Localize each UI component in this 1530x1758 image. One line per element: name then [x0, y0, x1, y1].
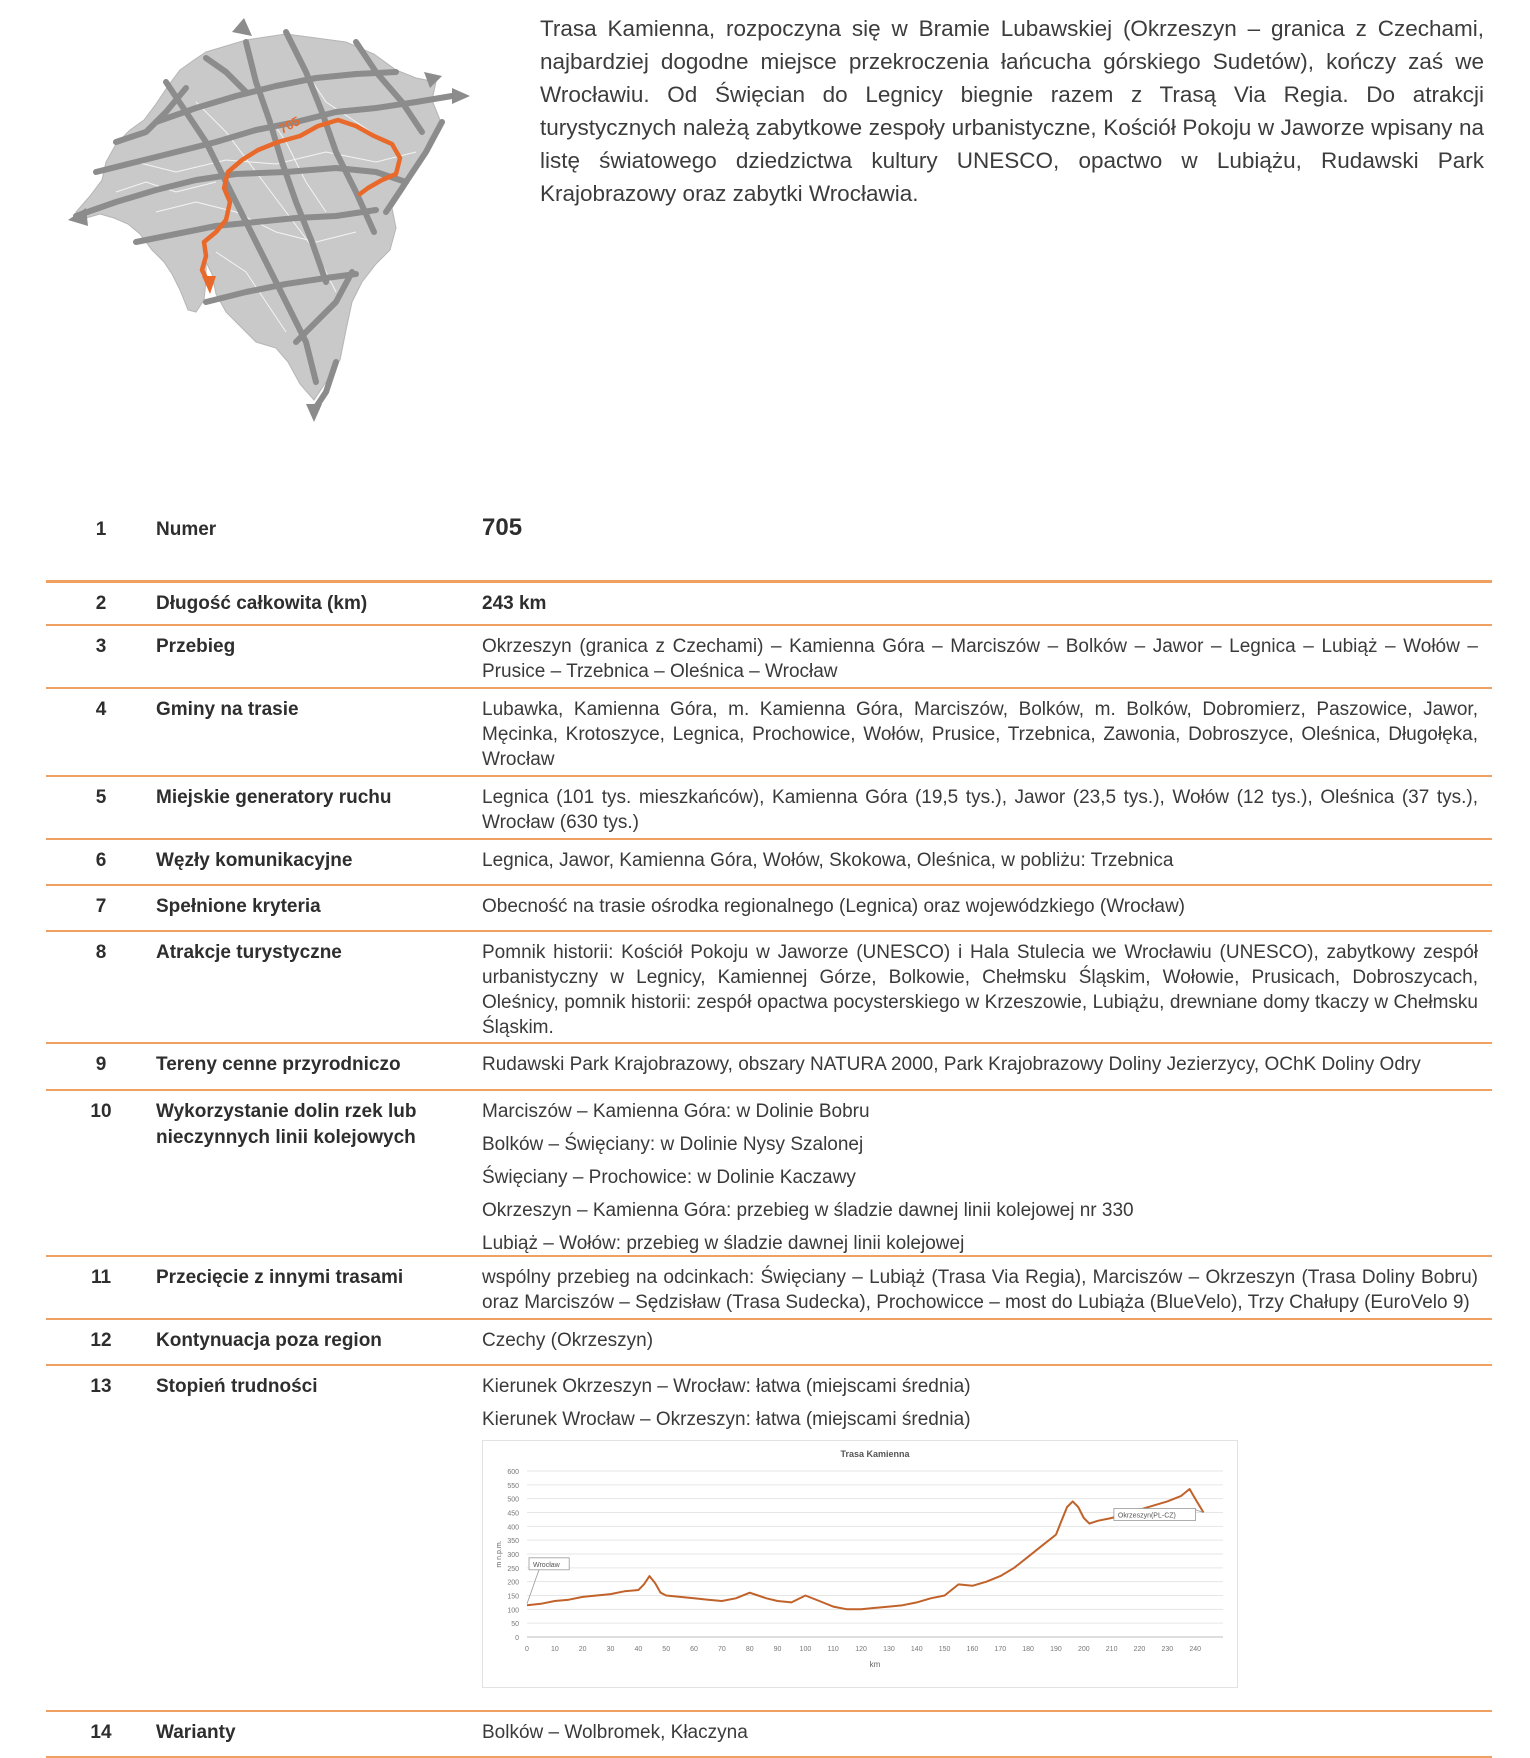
table-row	[46, 583, 1492, 626]
x-tick-label: 220	[1133, 1646, 1146, 1653]
row-value-line: Lubiąż – Wołów: przebieg w śladzie dawnej linii kolejowej	[482, 1233, 965, 1254]
row-label: Stopień trudności	[156, 1376, 318, 1397]
x-tick-label: 120	[855, 1646, 867, 1653]
row-label: Warianty	[156, 1722, 236, 1743]
row-value: Czechy (Okrzeszyn)	[482, 1330, 654, 1351]
row-number: 6	[95, 850, 107, 871]
row-value: 705	[482, 514, 523, 541]
row-value: Legnica (101 tys. mieszkańców), Kamienna Góra (19,5 tys.), Jawor (23,5 tys.), Wołów (12 tys.), Oleśnica (37 tys.), Wrocław (630 tys.)	[482, 787, 1478, 833]
x-tick-label: 60	[690, 1646, 698, 1653]
chart-title: Trasa Kamienna	[840, 1449, 910, 1459]
row-value-line: Kierunek Okrzeszyn – Wrocław: łatwa (miejscami średnia)	[482, 1376, 971, 1397]
x-tick-label: 190	[1050, 1646, 1062, 1653]
row-value-line: Kierunek Wrocław – Okrzeszyn: łatwa (miejscami średnia)	[482, 1409, 971, 1430]
row-value: wspólny przebieg na odcinkach: Święciany – Lubiąż (Trasa Via Regia), Marciszów – Okrzeszyn (Trasa Doliny Bobru) oraz Marciszów – Sędzisław (Trasa Sudecka), Prochowicce – most do Lubiąża (BlueVelo), Trzy Chałupy (EuroVelo 9)	[482, 1267, 1478, 1313]
row-value-line: Bolków – Święciany: w Dolinie Nysy Szalonej	[482, 1134, 864, 1155]
row-value	[482, 1366, 1492, 1710]
row-value-line: Okrzeszyn – Kamienna Góra: przebieg w śladzie dawnej linii kolejowej nr 330	[482, 1200, 1134, 1221]
y-tick-label: 350	[507, 1538, 519, 1546]
row-value: Lubawka, Kamienna Góra, m. Kamienna Góra, Marciszów, Bolków, m. Bolków, Dobromierz, Paszowice, Jawor, Męcinka, Krotoszyce, Legnica, Prochowice, Wołów, Prusice, Trzebnica, Zawonia, Dobroszyce, Oleśnica, Długołęka, Wrocław	[482, 699, 1478, 770]
row-label: Kontynuacja poza region	[156, 1330, 382, 1351]
table-row	[46, 1366, 1492, 1712]
row-value-line: Święciany – Prochowice: w Dolinie Kaczawy	[482, 1167, 856, 1188]
y-tick-label: 550	[507, 1482, 519, 1490]
table-row	[46, 689, 1492, 777]
table-row	[46, 1712, 1492, 1758]
row-number: 11	[90, 1267, 112, 1288]
y-axis-label: m n.p.m.	[496, 1540, 503, 1568]
x-tick-label: 20	[578, 1646, 587, 1653]
annotation-label: Wrocław	[533, 1561, 560, 1569]
row-label: Tereny cenne przyrodniczo	[156, 1054, 401, 1075]
row-value: Legnica, Jawor, Kamienna Góra, Wołów, Skokowa, Oleśnica, w pobliżu: Trzebnica	[482, 850, 1174, 871]
row-value	[482, 1091, 1492, 1255]
row-label: Numer	[156, 519, 217, 540]
x-tick-label: 150	[938, 1646, 951, 1653]
row-value-line: Marciszów – Kamienna Góra: w Dolinie Bobru	[482, 1101, 870, 1122]
table-row	[46, 1320, 1492, 1366]
row-number: 14	[90, 1722, 112, 1743]
row-number: 2	[95, 593, 107, 614]
y-tick-label: 300	[507, 1552, 519, 1559]
row-number: 5	[95, 787, 107, 808]
row-value: Pomnik historii: Kościół Pokoju w Jaworze (UNESCO) i Hala Stulecia we Wrocławiu (UNESCO), zabytkowy zespół urbanistyczny w Legnicy, Kamiennej Górze, Bolkowie, Chełmsku Śląskim, Wołowie, Prusicach, Dobroszycach, Oleśnicy, pomnik historii: zespół opactwa pocysterskiego w Krzeszowie, Lubiążu, drewniane domy tkaczy w Chełmsku Śląskim.	[482, 942, 1478, 1038]
x-tick-label: 30	[606, 1646, 615, 1653]
row-value: Rudawski Park Krajobrazowy, obszary NATURA 2000, Park Krajobrazowy Doliny Jezierzycy, OChK Doliny Odry	[482, 1054, 1421, 1075]
row-label: Przecięcie z innymi trasami	[156, 1267, 404, 1288]
annotation-leader	[527, 1570, 539, 1604]
annotation-label: Okrzeszyn(PL-CZ)	[1117, 1512, 1176, 1520]
x-tick-label: 140	[910, 1646, 923, 1653]
region-map-graphic	[56, 12, 516, 452]
row-value: Okrzeszyn (granica z Czechami) – Kamienna Góra – Marciszów – Bolków – Jawor – Legnica – Lubiąż – Wołów – Prusice – Trzebnica – Oleśnica – Wrocław	[482, 636, 1478, 682]
table-row	[46, 1091, 1492, 1257]
y-tick-label: 250	[507, 1565, 519, 1573]
x-tick-label: 40	[634, 1646, 643, 1653]
table-row	[46, 840, 1492, 886]
x-tick-label: 200	[1077, 1646, 1090, 1653]
row-label: Przebieg	[156, 636, 236, 657]
row-number: 7	[95, 896, 107, 917]
table-row	[46, 932, 1492, 1044]
row-value: 243 km	[482, 593, 547, 614]
route-info-table	[46, 505, 1492, 1758]
y-tick-label: 100	[507, 1607, 519, 1615]
x-tick-label: 10	[550, 1646, 559, 1653]
y-tick-label: 0	[515, 1635, 519, 1642]
x-tick-label: 130	[883, 1646, 895, 1653]
row-number: 4	[95, 699, 107, 720]
x-tick-label: 0	[525, 1646, 529, 1653]
x-tick-label: 240	[1189, 1646, 1202, 1653]
route-number-label: 705	[276, 113, 303, 137]
row-label: Węzły komunikacyjne	[156, 850, 353, 871]
x-tick-label: 170	[994, 1646, 1007, 1653]
x-tick-label: 70	[717, 1646, 726, 1653]
table-row	[46, 1044, 1492, 1091]
row-number: 10	[90, 1101, 112, 1122]
x-tick-label: 90	[773, 1646, 782, 1653]
y-tick-label: 50	[511, 1621, 519, 1629]
x-tick-label: 230	[1161, 1646, 1174, 1653]
x-tick-label: 110	[827, 1646, 839, 1653]
row-value: Bolków – Wolbromek, Kłaczyna	[482, 1722, 748, 1743]
y-tick-label: 400	[507, 1524, 519, 1532]
row-number: 9	[95, 1054, 107, 1075]
y-tick-label: 600	[507, 1469, 519, 1476]
row-label: Miejskie generatory ruchu	[156, 787, 392, 808]
row-value: Obecność na trasie ośrodka regionalnego (Legnica) oraz wojewódzkiego (Wrocław)	[482, 896, 1186, 917]
route-map	[56, 12, 516, 452]
row-number: 8	[95, 942, 107, 963]
intro-paragraph: Trasa Kamienna, rozpoczyna się w Bramie Lubawskiej (Okrzeszyn – granica z Czechami, najbardziej dogodne miejsce przekroczenia łańcucha górskiego Sudetów), kończy zaś we Wrocławiu. Od Święcian do Legnicy biegnie razem z Trasą Via Regia. Do atrakcji turystycznych należą zabytkowe zespoły urbanistyczne, Kościół Pokoju w Jaworze wpisany na listę światowego dziedzictwa kultury UNESCO, opactwo w Lubiążu, Rudawski Park Krajobrazowy oraz zabytki Wrocławia.	[540, 16, 1484, 206]
x-axis-label: km	[869, 1660, 881, 1669]
row-number: 13	[90, 1376, 112, 1397]
y-tick-label: 450	[507, 1510, 519, 1518]
table-row	[46, 777, 1492, 840]
row-number: 3	[95, 636, 107, 657]
table-row	[46, 505, 1492, 583]
elevation-series-line	[527, 1489, 1204, 1609]
table-row	[46, 1257, 1492, 1320]
table-row	[46, 626, 1492, 689]
elevation-chart	[482, 1440, 1238, 1688]
x-tick-label: 160	[966, 1646, 979, 1653]
elevation-chart-svg	[483, 1441, 1237, 1687]
row-label: Spełnione kryteria	[156, 896, 321, 917]
x-tick-label: 80	[745, 1646, 754, 1653]
y-tick-label: 150	[507, 1593, 519, 1601]
table-row	[46, 886, 1492, 932]
row-number: 12	[90, 1330, 112, 1351]
row-label: Atrakcje turystyczne	[156, 942, 342, 963]
row-label: Wykorzystanie dolin rzek lub nieczynnych linii kolejowych	[156, 1101, 417, 1148]
x-tick-label: 180	[1022, 1646, 1034, 1653]
x-tick-label: 100	[799, 1646, 812, 1653]
row-label: Długość całkowita (km)	[156, 593, 368, 614]
row-number: 1	[95, 519, 107, 540]
y-tick-label: 200	[507, 1579, 519, 1587]
row-label: Gminy na trasie	[156, 699, 299, 720]
x-tick-label: 50	[662, 1646, 671, 1653]
x-tick-label: 210	[1105, 1646, 1118, 1653]
y-tick-label: 500	[507, 1496, 519, 1504]
